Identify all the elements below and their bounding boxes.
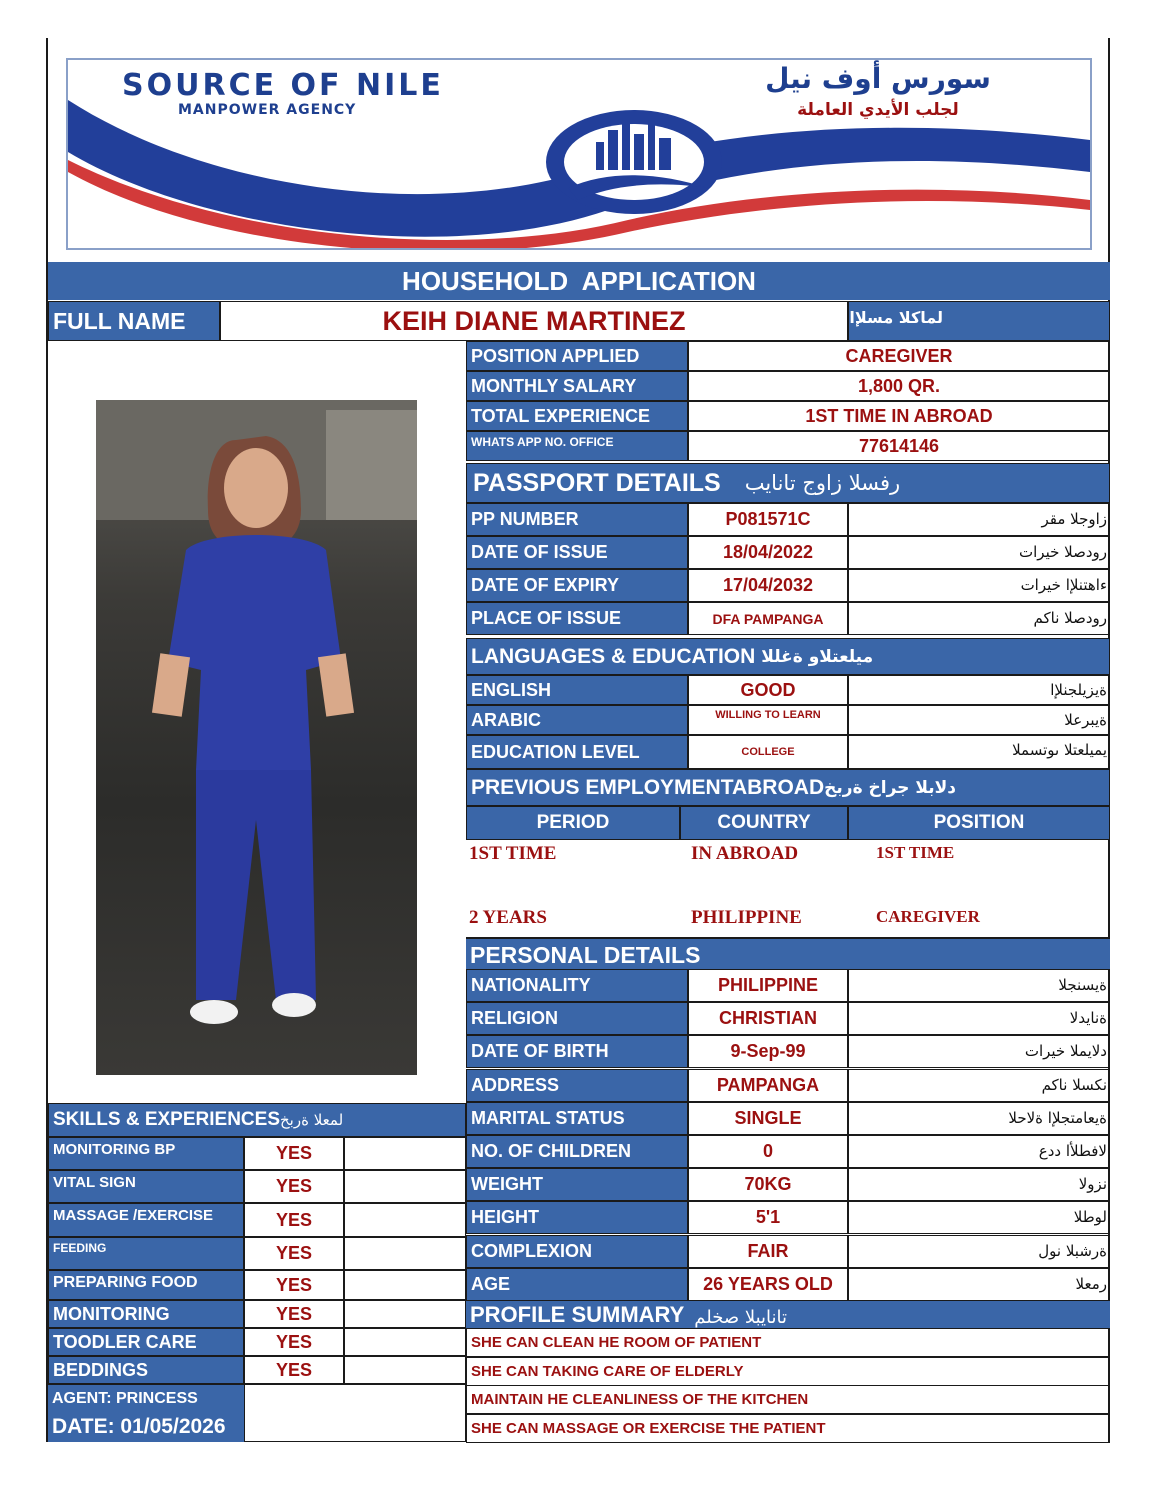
personal-row-label: WEIGHT — [466, 1168, 688, 1201]
skill-row-blank — [344, 1237, 466, 1270]
passport-row-value: DFA PAMPANGA — [688, 602, 848, 635]
skill-row-blank — [344, 1137, 466, 1170]
skill-row-blank — [344, 1356, 466, 1384]
agent-label: AGENT: PRINCESS — [48, 1384, 244, 1412]
personal-row-value: PAMPANGA — [688, 1069, 848, 1102]
profile-title: PROFILE SUMMARY — [470, 1302, 685, 1327]
skill-row-label: MASSAGE /EXERCISE — [48, 1203, 244, 1237]
logo-name-en: SOURCE OF NILE — [122, 68, 444, 103]
agency-logo-banner — [66, 58, 1092, 250]
prev-row2-position: CAREGIVER — [876, 907, 980, 926]
application-sheet — [46, 38, 1110, 1442]
personal-row-ar: نزولا — [848, 1168, 1110, 1201]
profile-summary-line: SHE CAN MASSAGE OR EXERCISE THE PATIENT — [466, 1414, 1110, 1443]
skill-row-value: YES — [244, 1270, 344, 1300]
personal-row-value: FAIR — [688, 1235, 848, 1268]
skills-title-ar: لمعلا ةربخ — [280, 1111, 344, 1129]
full-name-ar-text: لماكلا مسلإا — [849, 308, 943, 327]
passport-title: PASSPORT DETAILS — [473, 468, 721, 497]
profile-summary-line: SHE CAN CLEAN HE ROOM OF PATIENT — [466, 1328, 1110, 1357]
previous-employment-header — [466, 769, 1110, 806]
passport-section-header — [466, 463, 1110, 503]
passport-title-ar: رفسلا زاوج تانايب — [744, 471, 901, 495]
personal-row-label: COMPLEXION — [466, 1235, 688, 1268]
skill-row-label: VITAL SIGN — [48, 1170, 244, 1203]
logo-sub-en: MANPOWER AGENCY — [178, 102, 357, 118]
personal-row-ar: ةيعامتجلإا ةلاحلا — [848, 1102, 1110, 1135]
skill-row-label: MONITORING — [48, 1300, 244, 1328]
full-name-value: KEIH DIANE MARTINEZ — [220, 301, 848, 341]
language-row-value: COLLEGE — [688, 735, 848, 769]
position-row-label: TOTAL EXPERIENCE — [466, 401, 688, 431]
full-name-ar-label — [848, 301, 1110, 341]
position-row-label: POSITION APPLIED — [466, 341, 688, 371]
profile-section-header — [466, 1300, 1110, 1328]
skill-row-label: BEDDINGS — [48, 1356, 244, 1384]
logo-sub-ar: لجلب الأيدي العاملة — [797, 100, 959, 120]
personal-row-ar: نكسلا ناكم — [848, 1069, 1110, 1102]
language-row-value: WILLING TO LEARN — [688, 705, 848, 735]
profile-summary-line: MAINTAIN HE CLEANLINESS OF THE KITCHEN — [466, 1385, 1110, 1414]
application-title-text: HOUSEHOLD APPLICATION — [402, 265, 756, 296]
skills-title: SKILLS & EXPERIENCES — [53, 1109, 280, 1130]
prev-row2-period: 2 YEARS — [469, 907, 547, 928]
passport-row-label: PLACE OF ISSUE — [466, 602, 688, 635]
passport-row-label: DATE OF EXPIRY — [466, 569, 688, 602]
passport-row-value: 18/04/2022 — [688, 536, 848, 569]
passport-row-value: 17/04/2032 — [688, 569, 848, 602]
full-name-label: FULL NAME — [48, 301, 220, 341]
skill-row-label: TOODLER CARE — [48, 1328, 244, 1356]
personal-row-value: PHILIPPINE — [688, 969, 848, 1002]
language-row-ar: يميلعتلا ىوتسملا — [848, 735, 1110, 769]
personal-section-header — [466, 937, 1110, 969]
language-row-label: ENGLISH — [466, 675, 688, 705]
personal-row-label: RELIGION — [466, 1002, 688, 1035]
skill-row-blank — [344, 1170, 466, 1203]
personal-row-value: 5'1 — [688, 1201, 848, 1234]
language-row-label: EDUCATION LEVEL — [466, 735, 688, 769]
skill-row-blank — [344, 1328, 466, 1356]
personal-row-ar: لافطلأا ددع — [848, 1135, 1110, 1168]
language-row-ar: ةيزيلجنلإا — [848, 675, 1110, 705]
agent-signature-box — [244, 1384, 466, 1442]
personal-row-label: HEIGHT — [466, 1201, 688, 1234]
personal-row-label: NO. OF CHILDREN — [466, 1135, 688, 1168]
skill-row-blank — [344, 1203, 466, 1237]
passport-row-ar: زاوجلا مقر — [848, 503, 1110, 536]
prev-row1-position: 1ST TIME — [876, 843, 955, 862]
skill-row-value: YES — [244, 1170, 344, 1203]
personal-row-label: AGE — [466, 1268, 688, 1301]
position-row-value: CAREGIVER — [688, 341, 1110, 371]
applicant-photo — [96, 400, 417, 1075]
position-row-value: 1,800 QR. — [688, 371, 1110, 401]
personal-title: PERSONAL DETAILS — [470, 942, 701, 968]
languages-title: LANGUAGES & EDUCATION — [471, 644, 756, 668]
personal-row-label: MARITAL STATUS — [466, 1102, 688, 1135]
previous-title: PREVIOUS EMPLOYMENTABROAD — [471, 775, 825, 799]
logo-name-ar: سورس أوف نيل — [765, 62, 991, 95]
languages-title-ar: ميلعتلاو ةغللا — [761, 646, 874, 667]
prev-col-position: POSITION — [848, 806, 1110, 840]
skill-row-label: MONITORING BP — [48, 1137, 244, 1170]
application-title — [48, 262, 1110, 300]
skills-section-header — [48, 1103, 466, 1137]
personal-row-value: CHRISTIAN — [688, 1002, 848, 1035]
skill-row-value: YES — [244, 1237, 344, 1270]
language-row-label: ARABIC — [466, 705, 688, 735]
agent-date: DATE: 01/05/2026 — [48, 1412, 244, 1442]
personal-row-label: DATE OF BIRTH — [466, 1035, 688, 1068]
applicant-figure — [96, 400, 417, 1075]
personal-row-label: ADDRESS — [466, 1069, 688, 1102]
personal-row-value: 70KG — [688, 1168, 848, 1201]
passport-row-label: DATE OF ISSUE — [466, 536, 688, 569]
position-row-label: MONTHLY SALARY — [466, 371, 688, 401]
personal-row-ar: دلايملا خيرات — [848, 1035, 1110, 1068]
personal-row-ar: ةيسنجلا — [848, 969, 1110, 1002]
passport-row-ar: رودصلا خيرات — [848, 536, 1110, 569]
personal-row-ar: ةرشبلا نول — [848, 1235, 1110, 1268]
languages-section-header — [466, 638, 1110, 675]
personal-row-value: 26 YEARS OLD — [688, 1268, 848, 1301]
prev-row1-period: 1ST TIME — [469, 843, 557, 864]
personal-row-ar: ةنايدلا — [848, 1002, 1110, 1035]
skill-row-blank — [344, 1270, 466, 1300]
previous-title-ar: دلابلا جراخ ةربخ — [824, 777, 957, 798]
language-row-ar: ةيبرعلا — [848, 705, 1110, 735]
profile-title-ar: تانايبلا صخلم — [694, 1307, 788, 1328]
prev-row2-country: PHILIPPINE — [691, 907, 802, 928]
personal-row-label: NATIONALITY — [466, 969, 688, 1002]
skill-row-value: YES — [244, 1203, 344, 1237]
skill-row-value: YES — [244, 1300, 344, 1328]
position-row-value: 1ST TIME IN ABROAD — [688, 401, 1110, 431]
language-row-value: GOOD — [688, 675, 848, 705]
prev-col-country: COUNTRY — [680, 806, 848, 840]
passport-row-ar: ءاهتنلإا خيرات — [848, 569, 1110, 602]
passport-row-ar: رودصلا ناكم — [848, 602, 1110, 635]
position-row-value: 77614146 — [688, 431, 1110, 461]
personal-row-value: SINGLE — [688, 1102, 848, 1135]
passport-row-value: P081571C — [688, 503, 848, 536]
personal-row-value: 9-Sep-99 — [688, 1035, 848, 1068]
skill-row-label: PREPARING FOOD — [48, 1270, 244, 1300]
prev-row1-country: IN ABROAD — [691, 843, 799, 864]
skill-row-blank — [344, 1300, 466, 1328]
personal-row-value: 0 — [688, 1135, 848, 1168]
profile-summary-line: SHE CAN TAKING CARE OF ELDERLY — [466, 1357, 1110, 1386]
skill-row-label: FEEDING — [48, 1237, 244, 1270]
passport-row-label: PP NUMBER — [466, 503, 688, 536]
skill-row-value: YES — [244, 1356, 344, 1384]
skill-row-value: YES — [244, 1137, 344, 1170]
personal-row-ar: رمعلا — [848, 1268, 1110, 1301]
personal-row-ar: لوطلا — [848, 1201, 1110, 1234]
skill-row-value: YES — [244, 1328, 344, 1356]
position-row-label: WHATS APP NO. OFFICE — [466, 431, 688, 461]
prev-col-period: PERIOD — [466, 806, 680, 840]
